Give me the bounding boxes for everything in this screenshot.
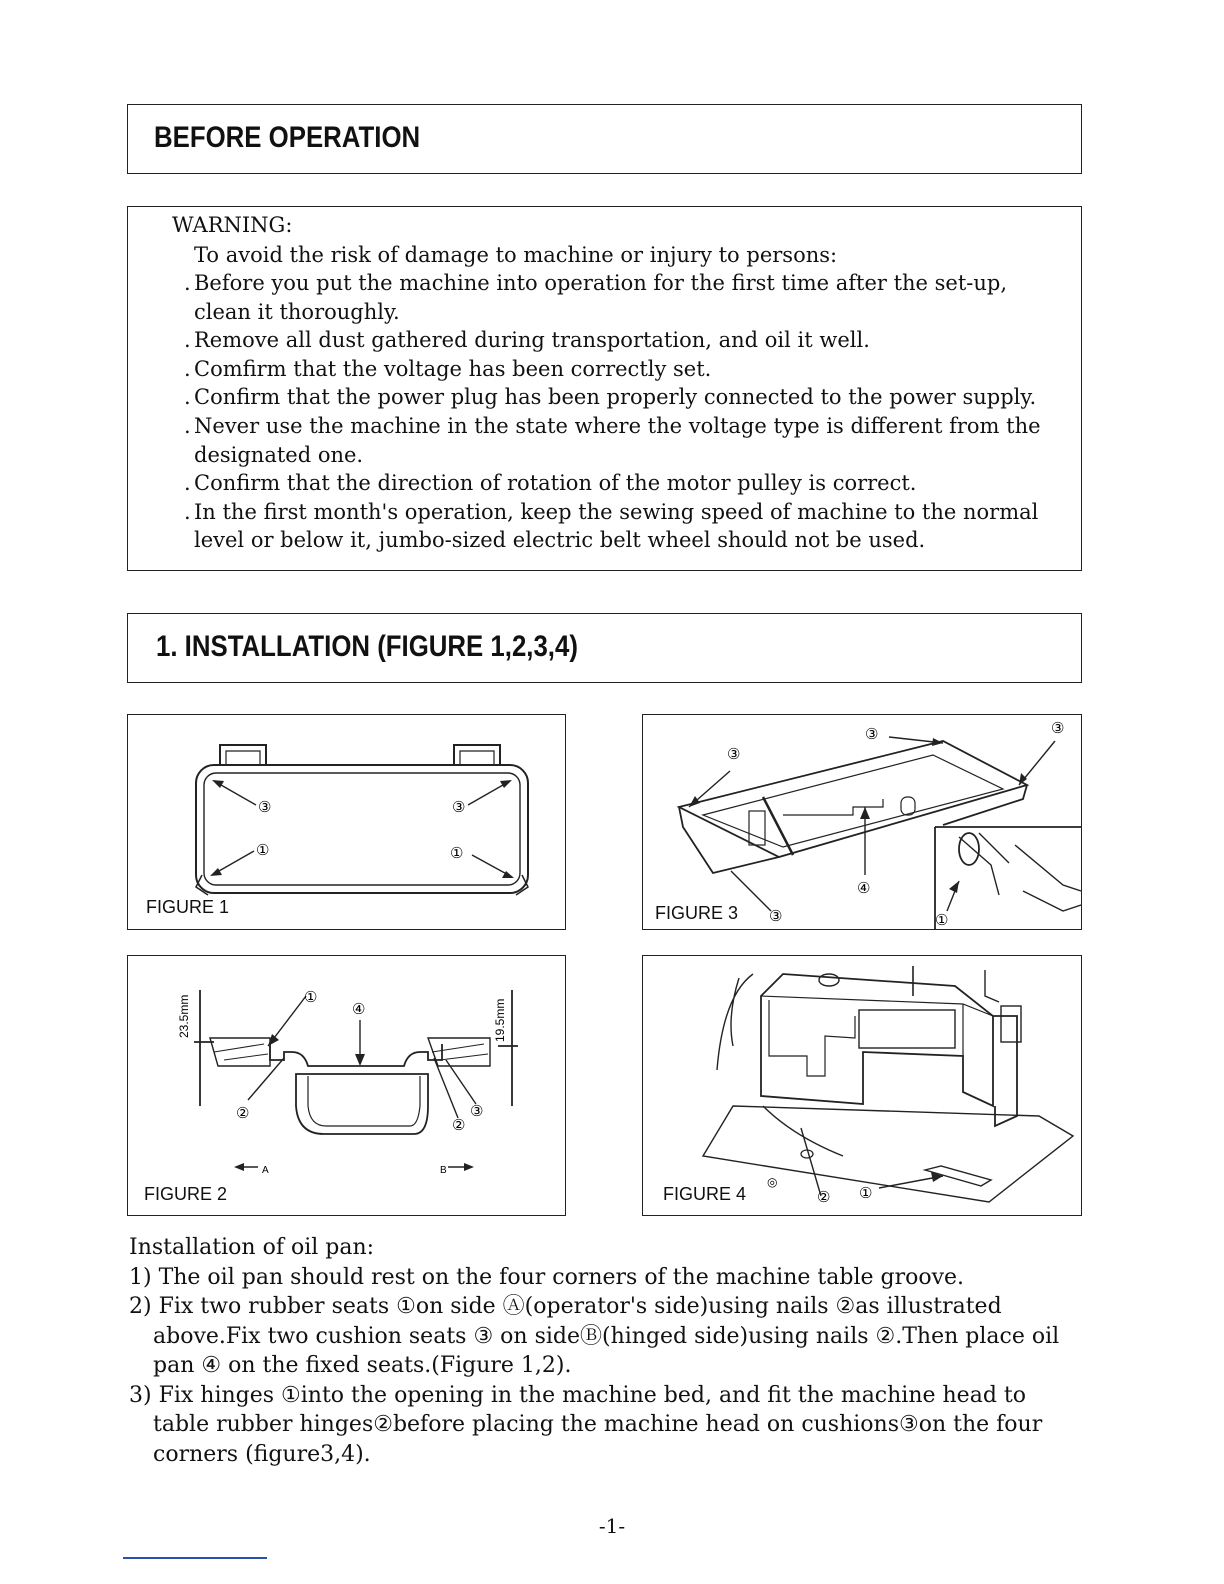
callout-2: ② (817, 1189, 831, 1206)
dimension-left: 23.5mm (177, 994, 191, 1038)
side-a-label: A (262, 1165, 269, 1176)
warning-item: . Never use the machine in the state where the voltage type is different from the designated one. (184, 413, 1041, 467)
figure-1 (127, 714, 566, 930)
sewing-machine-head (643, 956, 1081, 1215)
warning-item: . Before you put the machine into operation for the first time after the set-up, clean it thoroughly. (184, 271, 1008, 324)
hinge-symbol: ◎ (767, 1175, 778, 1189)
callout-1: ① (935, 912, 949, 929)
warning-item: . Remove all dust gathered during transportation, and oil it well. (184, 328, 870, 353)
callout-2: ② (452, 1117, 466, 1134)
callout-1: ① (256, 842, 270, 859)
side-b-label: B (440, 1165, 447, 1176)
machine-bed-underside (643, 715, 1081, 929)
figure-4 (642, 955, 1082, 1216)
installation-header (127, 613, 1082, 683)
warning-item: . Confirm that the power plug has been properly connected to the power supply. (184, 385, 1037, 410)
section-title: BEFORE OPERATION (154, 121, 421, 154)
warning-item: . Confirm that the direction of rotation of the motor pulley is correct. (184, 471, 917, 496)
warning-list (184, 269, 1064, 555)
footer-divider (123, 1557, 267, 1559)
figure-label: FIGURE 1 (146, 897, 230, 917)
warning-intro: To avoid the risk of damage to machine or injury to persons: (194, 243, 838, 267)
callout-1: ① (450, 845, 464, 862)
warning-item: . Comfirm that the voltage has been correctly set. (184, 356, 712, 381)
instruction-step: 3) Fix hinges ①into the opening in the machine bed, and fit the machine head to table rubber hinges②before placing the machine head on cushions③on the four corners (figure3,4). (129, 1382, 1043, 1467)
callout-4: ④ (857, 880, 871, 897)
callout-3: ③ (769, 908, 783, 925)
figure-label: FIGURE 3 (655, 903, 739, 923)
callout-3: ③ (470, 1103, 484, 1120)
callout-1: ① (859, 1185, 873, 1202)
callout-1: ① (304, 989, 318, 1006)
instruction-step: 2) Fix two rubber seats ①on side Ⓐ(operator's side)using nails ②as illustrated above.Fix two cushion seats ③ on sideⒷ(hinged side)using nails ②.Then place oil pan ④ on the fixed seats.(Figure 1,2). (129, 1294, 1060, 1378)
figure-2 (127, 955, 566, 1216)
figure-label: FIGURE 4 (663, 1184, 747, 1204)
oil-pan-cross-section (128, 956, 565, 1215)
callout-3: ③ (258, 799, 272, 816)
before-operation-header (127, 104, 1082, 174)
warning-item: . In the first month's operation, keep the sewing speed of machine to the normal level or below it, jumbo-sized electric belt wheel should not be used. (184, 499, 1039, 553)
callout-3: ③ (865, 726, 879, 743)
callout-2: ② (236, 1105, 250, 1122)
figure-3 (642, 714, 1082, 930)
figure-label: FIGURE 2 (144, 1184, 228, 1204)
warning-box (127, 206, 1082, 571)
dimension-right: 19.5mm (493, 998, 507, 1042)
page-number: -1- (598, 1514, 626, 1538)
callout-3: ③ (1051, 720, 1065, 737)
instruction-step: 1) The oil pan should rest on the four corners of the machine table groove. (129, 1264, 965, 1290)
callout-4: ④ (352, 1001, 366, 1018)
instructions-heading: Installation of oil pan: (129, 1235, 375, 1260)
callout-3: ③ (727, 746, 741, 763)
warning-heading: WARNING: (172, 213, 293, 237)
callout-3: ③ (452, 799, 466, 816)
section-title: 1. INSTALLATION (FIGURE 1,2,3,4) (156, 630, 578, 663)
installation-instructions (129, 1233, 1069, 1469)
